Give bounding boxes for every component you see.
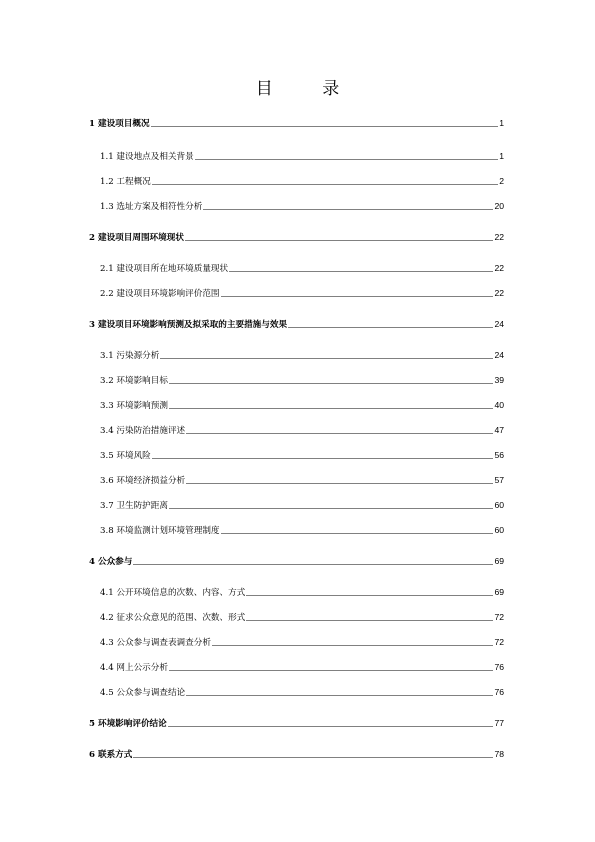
toc-entry-label: 3.7 卫生防护距离 <box>100 501 168 511</box>
toc-entry-page-number: 76 <box>494 662 504 672</box>
toc-entry-page-number: 69 <box>494 587 504 597</box>
toc-section-entry[interactable] <box>89 662 504 673</box>
dot-leader <box>246 620 493 621</box>
toc-section-entry[interactable] <box>89 612 504 623</box>
toc-entry-label: 3.2 环境影响目标 <box>100 376 168 386</box>
toc-section-entry[interactable] <box>89 475 504 486</box>
dot-leader <box>185 240 494 241</box>
dot-leader <box>186 433 493 434</box>
dot-leader <box>221 533 494 534</box>
toc-entry-label: 6 联系方式 <box>89 750 133 760</box>
toc-chapter-entry[interactable] <box>89 319 504 330</box>
dot-leader <box>186 483 493 484</box>
dot-leader <box>169 670 493 671</box>
toc-entry-page-number: 77 <box>494 718 504 728</box>
toc-section-entry[interactable] <box>89 637 504 648</box>
dot-leader <box>203 209 493 210</box>
dot-leader <box>169 508 493 509</box>
toc-entry-label: 1.1 建设地点及相关背景 <box>100 152 194 162</box>
toc-section-entry[interactable] <box>89 400 504 411</box>
toc-section-entry[interactable] <box>89 151 504 162</box>
toc-section-entry[interactable] <box>89 500 504 511</box>
toc-entry-label: 4.3 公众参与调查表调查分析 <box>100 638 211 648</box>
toc-chapter-entry[interactable] <box>89 232 504 243</box>
toc-entry-page-number: 60 <box>494 500 504 510</box>
dot-leader <box>169 408 493 409</box>
toc-section-entry[interactable] <box>89 201 504 212</box>
toc-entry-label: 5 环境影响评价结论 <box>89 719 167 729</box>
dot-leader <box>186 695 493 696</box>
toc-entry-page-number: 24 <box>494 319 504 329</box>
dot-leader <box>169 383 493 384</box>
toc-section-entry[interactable] <box>89 587 504 598</box>
toc-entry-label: 4.1 公开环境信息的次数、内容、方式 <box>100 588 246 598</box>
toc-entry-page-number: 22 <box>494 288 504 298</box>
toc-entry-page-number: 56 <box>494 450 504 460</box>
toc-chapter-entry[interactable] <box>89 556 504 567</box>
toc-entry-label: 1 建设项目概况 <box>89 119 150 129</box>
toc-chapter-entry[interactable] <box>89 118 504 129</box>
toc-entry-label: 3 建设项目环境影响预测及拟采取的主要措施与效果 <box>89 320 288 330</box>
toc-entry-label: 2 建设项目周围环境现状 <box>89 233 184 243</box>
toc-section-entry[interactable] <box>89 375 504 386</box>
toc-entry-page-number: 47 <box>494 425 504 435</box>
toc-entry-page-number: 69 <box>494 556 504 566</box>
toc-entry-label: 3.4 污染防治措施评述 <box>100 426 186 436</box>
dot-leader <box>160 358 493 359</box>
dot-leader <box>195 159 498 160</box>
toc-entry-label: 2.2 建设项目环境影响评价范围 <box>100 289 220 299</box>
dot-leader <box>221 296 494 297</box>
toc-entry-page-number: 40 <box>494 400 504 410</box>
dot-leader <box>133 757 493 758</box>
toc-entry-page-number: 60 <box>494 525 504 535</box>
toc-section-entry[interactable] <box>89 288 504 299</box>
page-title: 目 录 <box>255 79 362 99</box>
toc-entry-label: 2.1 建设项目所在地环境质量现状 <box>100 264 229 274</box>
toc-section-entry[interactable] <box>89 176 504 187</box>
toc-entry-page-number: 72 <box>494 637 504 647</box>
toc-entry-page-number: 1 <box>499 151 504 161</box>
toc-section-entry[interactable] <box>89 687 504 698</box>
toc-entry-page-number: 22 <box>494 232 504 242</box>
toc-entry-page-number: 57 <box>494 475 504 485</box>
dot-leader <box>246 595 493 596</box>
toc-entry-page-number: 72 <box>494 612 504 622</box>
toc-entry-label: 1.3 选址方案及相符性分析 <box>100 202 203 212</box>
toc-entry-label: 3.8 环境监测计划环境管理制度 <box>100 526 220 536</box>
dot-leader <box>288 327 493 328</box>
toc-section-entry[interactable] <box>89 350 504 361</box>
toc-entry-label: 4 公众参与 <box>89 557 133 567</box>
toc-entry-page-number: 22 <box>494 263 504 273</box>
toc-entry-label: 4.4 网上公示分析 <box>100 663 168 673</box>
toc-entry-page-number: 76 <box>494 687 504 697</box>
toc-entry-label: 4.5 公众参与调查结论 <box>100 688 186 698</box>
toc-entry-label: 3.1 污染源分析 <box>100 351 160 361</box>
dot-leader <box>152 458 494 459</box>
toc-section-entry[interactable] <box>89 425 504 436</box>
toc-entry-label: 3.6 环境经济损益分析 <box>100 476 186 486</box>
toc-entry-page-number: 1 <box>499 118 504 128</box>
dot-leader <box>168 726 494 727</box>
toc-entry-page-number: 2 <box>499 176 504 186</box>
toc-entry-label: 1.2 工程概况 <box>100 177 151 187</box>
dot-leader <box>152 184 498 185</box>
toc-entry-page-number: 78 <box>494 749 504 759</box>
dot-leader <box>229 271 493 272</box>
toc-chapter-entry[interactable] <box>89 718 504 729</box>
toc-entry-label: 3.3 环境影响预测 <box>100 401 168 411</box>
dot-leader <box>133 564 493 565</box>
dot-leader <box>212 645 494 646</box>
dot-leader <box>151 126 499 127</box>
toc-entry-page-number: 20 <box>494 201 504 211</box>
toc-entry-page-number: 39 <box>494 375 504 385</box>
toc-entry-page-number: 24 <box>494 350 504 360</box>
toc-section-entry[interactable] <box>89 263 504 274</box>
toc-section-entry[interactable] <box>89 525 504 536</box>
toc-entry-label: 4.2 征求公众意见的范围、次数、形式 <box>100 613 246 623</box>
toc-section-entry[interactable] <box>89 450 504 461</box>
toc-chapter-entry[interactable] <box>89 749 504 760</box>
toc-entry-label: 3.5 环境风险 <box>100 451 151 461</box>
